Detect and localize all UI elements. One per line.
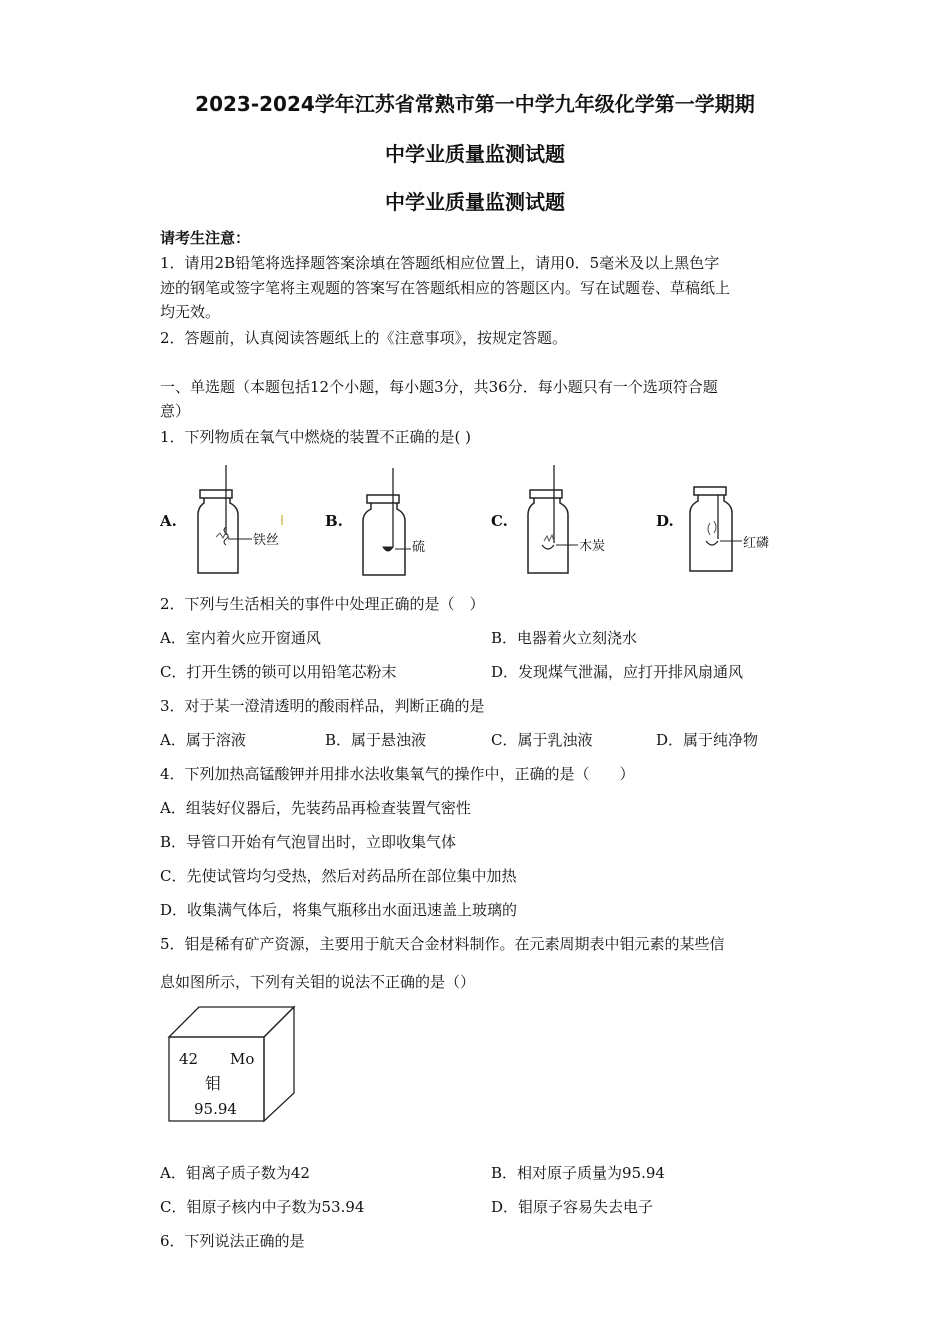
q2-option-a: A．室内着火应开窗通风	[160, 629, 321, 647]
q1-stem: 1．下列物质在氧气中燃烧的装置不正确的是( )	[160, 428, 472, 446]
q3-option-c: C．属于乳浊液	[491, 731, 593, 749]
doc-title-line2: 中学业质量监测试题	[385, 142, 565, 166]
q3-option-b: B．属于悬浊液	[325, 731, 427, 749]
q1-option-b-letter: B.	[325, 512, 343, 530]
q3-option-d: D．属于纯净物	[656, 731, 759, 749]
q1-option-b-label: 硫	[412, 540, 426, 555]
element-atomic-mass: 95.94	[194, 1100, 237, 1118]
q1-apparatus-b	[355, 465, 455, 580]
q1-apparatus-d	[686, 465, 786, 580]
notice-item1-line2: 迹的钢笔或签字笔将主观题的答案写在答题纸相应的答题区内。写在试题卷、草稿纸上	[160, 279, 731, 297]
q6-stem: 6．下列说法正确的是	[160, 1232, 305, 1250]
doc-title-line1: 2023-2024学年江苏省常熟市第一中学九年级化学第一学期期	[195, 92, 755, 116]
q1-option-c-letter: C.	[491, 512, 508, 530]
q2-option-d: D．发现煤气泄漏，应打开排风扇通风	[491, 663, 744, 681]
notice-item2: 2．答题前，认真阅读答题纸上的《注意事项》，按规定答题。	[160, 329, 568, 347]
q2-stem: 2．下列与生活相关的事件中处理正确的是（ ）	[160, 595, 485, 613]
q1-apparatus-a	[190, 465, 290, 580]
element-name: 钼	[205, 1074, 222, 1093]
q5-option-c: C．钼原子核内中子数为53.94	[160, 1198, 365, 1216]
notice-heading: 请考生注意：	[160, 229, 251, 247]
element-atomic-number: 42	[179, 1050, 199, 1068]
q5-stem-line2: 息如图所示，下列有关钼的说法不正确的是（）	[160, 973, 476, 991]
q4-option-d: D．收集满气体后，将集气瓶移出水面迅速盖上玻璃的	[160, 901, 518, 919]
q1-option-d-label: 红磷	[743, 536, 770, 551]
q1-option-a-letter: A.	[160, 512, 177, 530]
q2-option-c: C．打开生锈的锁可以用铅笔芯粉末	[160, 663, 397, 681]
notice-item1-line3: 均无效。	[160, 303, 221, 321]
q1-option-d-letter: D.	[656, 512, 674, 530]
q5-option-d: D．钼原子容易失去电子	[491, 1198, 654, 1216]
q4-option-c: C．先使试管均匀受热，然后对药品所在部位集中加热	[160, 867, 517, 885]
q5-option-b: B．相对原子质量为95.94	[491, 1164, 665, 1182]
q5-option-a: A．钼离子质子数为42	[160, 1164, 310, 1182]
q2-option-b: B．电器着火立刻浇水	[491, 629, 638, 647]
element-symbol: Mo	[230, 1050, 255, 1068]
section-heading-line1: 一、单选题（本题包括12个小题，每小题3分，共36分．每小题只有一个选项符合题	[160, 378, 718, 396]
section-heading-line2: 意）	[160, 402, 191, 420]
q1-option-a-label: 铁丝	[253, 533, 280, 548]
notice-item1-line1: 1．请用2B铅笔将选择题答案涂填在答题纸相应位置上，请用0．5毫米及以上黑色字	[160, 254, 720, 272]
doc-title-line3: 中学业质量监测试题	[385, 190, 565, 214]
q1-apparatus-c	[520, 465, 620, 580]
q4-stem: 4．下列加热高锰酸钾并用排水法收集氧气的操作中，正确的是（ ）	[160, 765, 635, 783]
q1-option-c-label: 木炭	[579, 539, 606, 554]
q3-option-a: A．属于溶液	[160, 731, 246, 749]
q5-stem-line1: 5．钼是稀有矿产资源，主要用于航天合金材料制作。在元素周期表中钼元素的某些信	[160, 935, 725, 953]
q3-stem: 3．对于某一澄清透明的酸雨样品，判断正确的是	[160, 697, 485, 715]
q4-option-a: A．组装好仪器后，先装药品再检查装置气密性	[160, 799, 471, 817]
q4-option-b: B．导管口开始有气泡冒出时，立即收集气体	[160, 833, 457, 851]
